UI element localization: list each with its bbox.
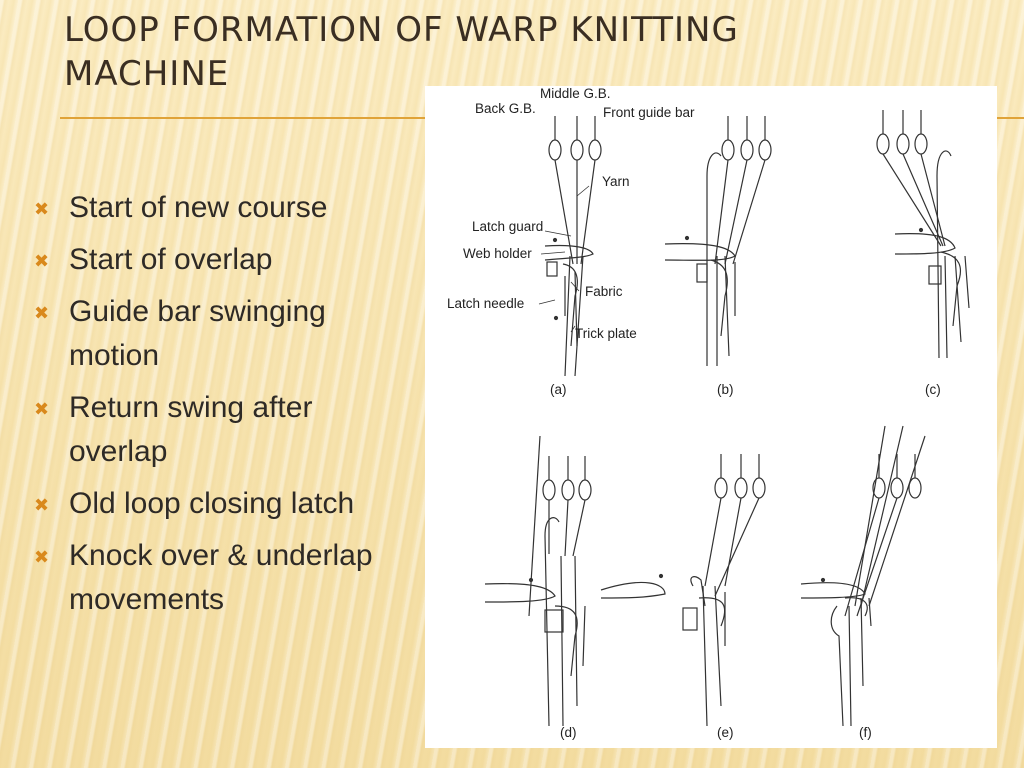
label-fabric: Fabric [585,284,623,299]
x-mark-bullet-icon: ✖ [34,303,50,323]
bullet-item: ✖ Return swing after overlap [30,386,400,474]
panel-c [877,110,969,358]
panel-f [801,426,925,726]
label-web-holder: Web holder [463,246,532,261]
bullet-item: ✖ Start of new course [30,186,400,230]
bullet-list [30,186,400,630]
caption-b: (b) [717,382,734,397]
label-latch-needle: Latch needle [447,296,525,311]
label-middle-gb: Middle G.B. [540,86,611,101]
label-yarn: Yarn [602,174,630,189]
label-front-gb: Front guide bar [603,105,695,120]
label-back-gb: Back G.B. [475,101,536,116]
panel-d [485,436,591,726]
slide-title: LOOP FORMATION OF WARP KNITTING MACHINE [64,10,739,94]
loop-formation-diagram [425,86,997,748]
x-mark-bullet-icon: ✖ [34,547,50,567]
bullet-item: ✖ Start of overlap [30,238,400,282]
bullet-item: ✖ Old loop closing latch [30,482,400,526]
x-mark-bullet-icon: ✖ [34,495,50,515]
label-latch-guard: Latch guard [472,219,544,234]
caption-c: (c) [925,382,941,397]
panel-e [601,454,765,726]
x-mark-bullet-icon: ✖ [34,199,50,219]
bullet-item: ✖ Guide bar swinging motion [30,290,400,378]
caption-a: (a) [550,382,567,397]
caption-e: (e) [717,725,734,740]
panel-b [665,116,771,366]
caption-f: (f) [859,725,872,740]
label-trick-plate: Trick plate [575,326,637,341]
bullet-item: ✖ Knock over & underlap movements [30,534,400,622]
x-mark-bullet-icon: ✖ [34,399,50,419]
caption-d: (d) [560,725,577,740]
x-mark-bullet-icon: ✖ [34,251,50,271]
